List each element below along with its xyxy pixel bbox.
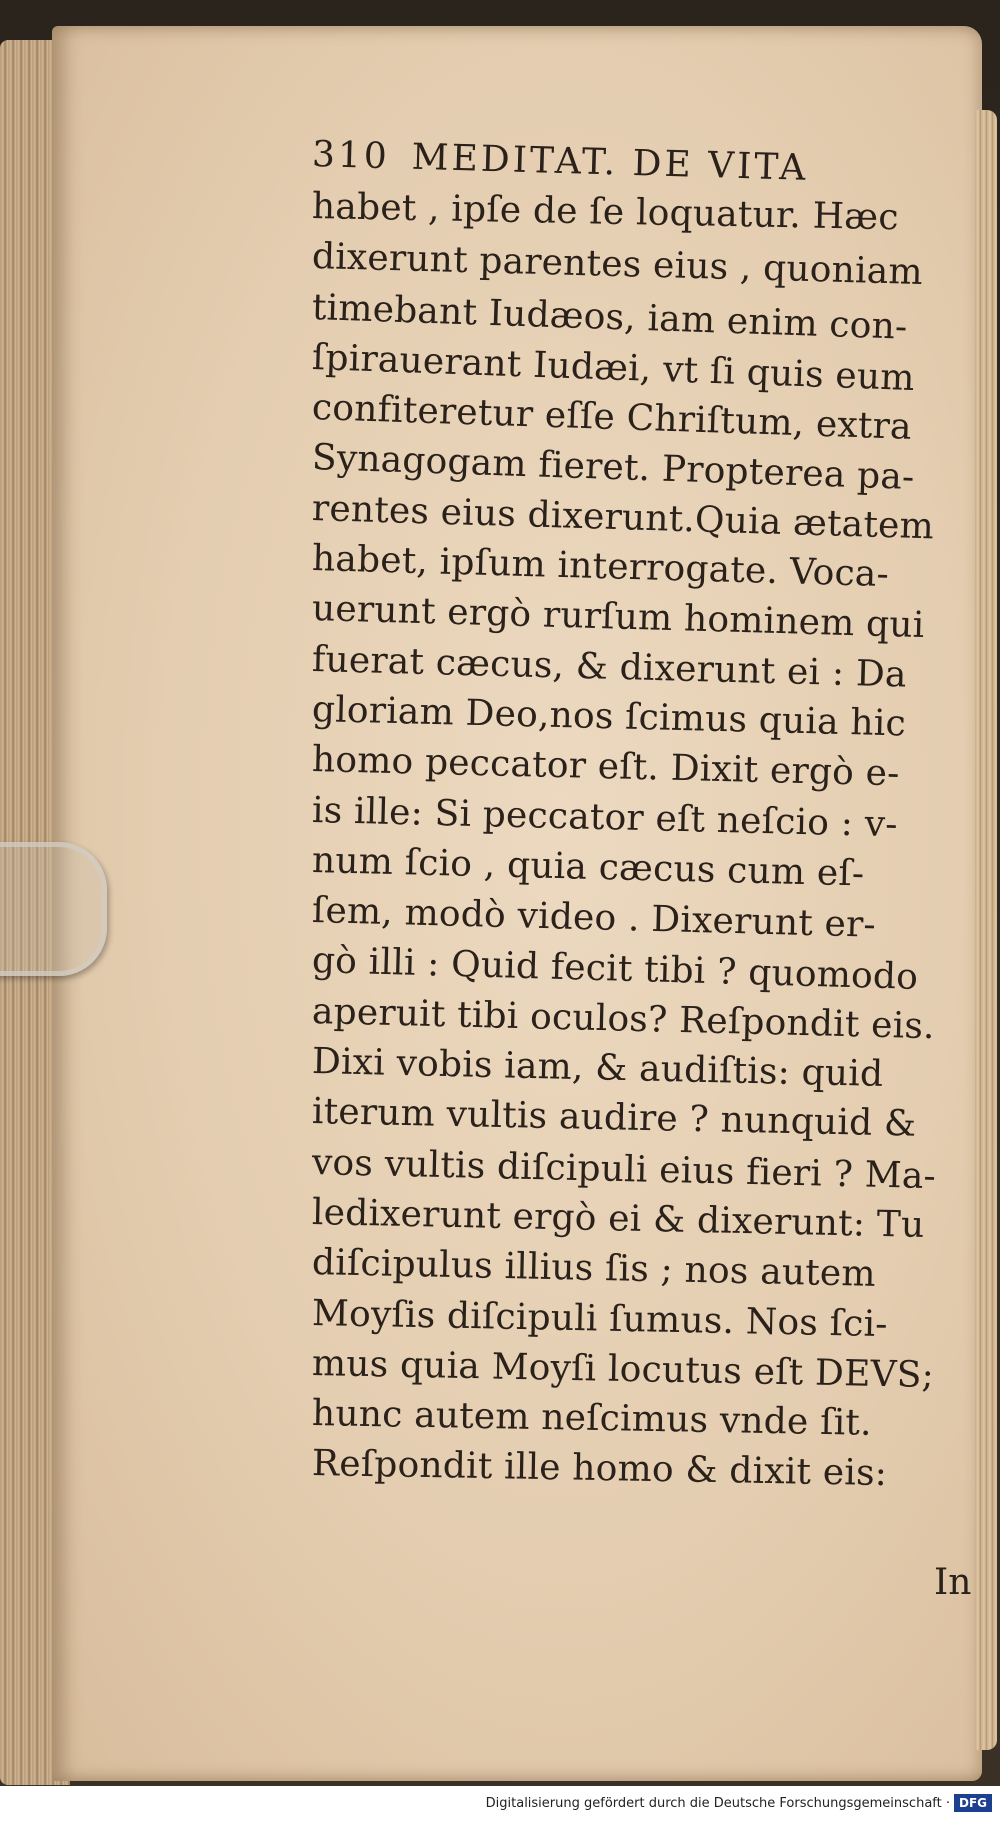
text-line: vos vultis diſcipuli eius fieri ? Ma-	[311, 1141, 937, 1197]
text-line: habet , ipſe de ſe loquatur. Hæc	[311, 186, 900, 239]
text-line: homo peccator eſt. Dixit ergò e-	[311, 739, 901, 795]
dfg-logo: DFG	[954, 1794, 992, 1812]
text-line: gò illi : Quid fecit tibi ? quomodo	[311, 940, 919, 999]
text-line: rentes eius dixerunt.Quia ætatem	[311, 487, 935, 548]
text-block	[311, 132, 962, 1495]
text-line: ſpirauerant Iudæi, vt ſi quis eum	[311, 336, 916, 399]
digitization-credit: Digitalisierung gefördert durch die Deutsche Forschungsgemeinschaft ·	[485, 1796, 950, 1811]
text-line: Synagogam fieret. Propterea pa-	[311, 437, 916, 499]
catchword: In	[934, 1562, 972, 1603]
text-line: ſem, modò video . Dixerunt er-	[311, 890, 877, 946]
text-line: Dixi vobis iam, & audiſtis: quid	[311, 1041, 884, 1096]
text-line: habet, ipſum interrogate. Voca-	[311, 538, 890, 596]
page-clip	[0, 842, 107, 976]
running-head-title: MEDITAT. DE VITA	[411, 136, 809, 189]
page-number: 310	[311, 134, 391, 178]
text-line: num ſcio , quia cæcus cum eſ-	[311, 839, 865, 895]
text-line: mus quia Moyſi locutus eſt DEVS;	[311, 1342, 935, 1396]
text-line: timebant Iudæos, iam enim con-	[311, 286, 909, 348]
text-line: fuerat cæcus, & dixerunt ei : Da	[311, 638, 908, 696]
text-line: aperuit tibi oculos? Reſpondit eis.	[311, 990, 936, 1047]
text-line: gloriam Deo,nos ſcimus quia hic	[311, 688, 907, 745]
text-line: uerunt ergò rurſum hominem qui	[311, 588, 926, 647]
text-line: iterum vultis audire ? nunquid &	[311, 1091, 917, 1145]
text-line: Reſpondit ille homo & dixit eis:	[311, 1443, 888, 1495]
text-line: is ille: Si peccator eſt neſcio : v-	[311, 789, 899, 845]
text-line: hunc autem neſcimus vnde ſit.	[311, 1393, 873, 1444]
text-line: dixerunt parentes eius , quoniam	[311, 236, 924, 294]
footer-bar	[0, 1786, 1000, 1822]
text-line: confiteretur eſſe Chriſtum, extra	[311, 387, 913, 449]
page-edges-right	[975, 110, 997, 1750]
text-line: ledixerunt ergò ei & dixerunt: Tu	[311, 1191, 925, 1246]
text-line: Moyſis diſcipuli ſumus. Nos ſci-	[311, 1292, 889, 1345]
text-line: diſcipulus illius ſis ; nos autem	[311, 1242, 877, 1296]
